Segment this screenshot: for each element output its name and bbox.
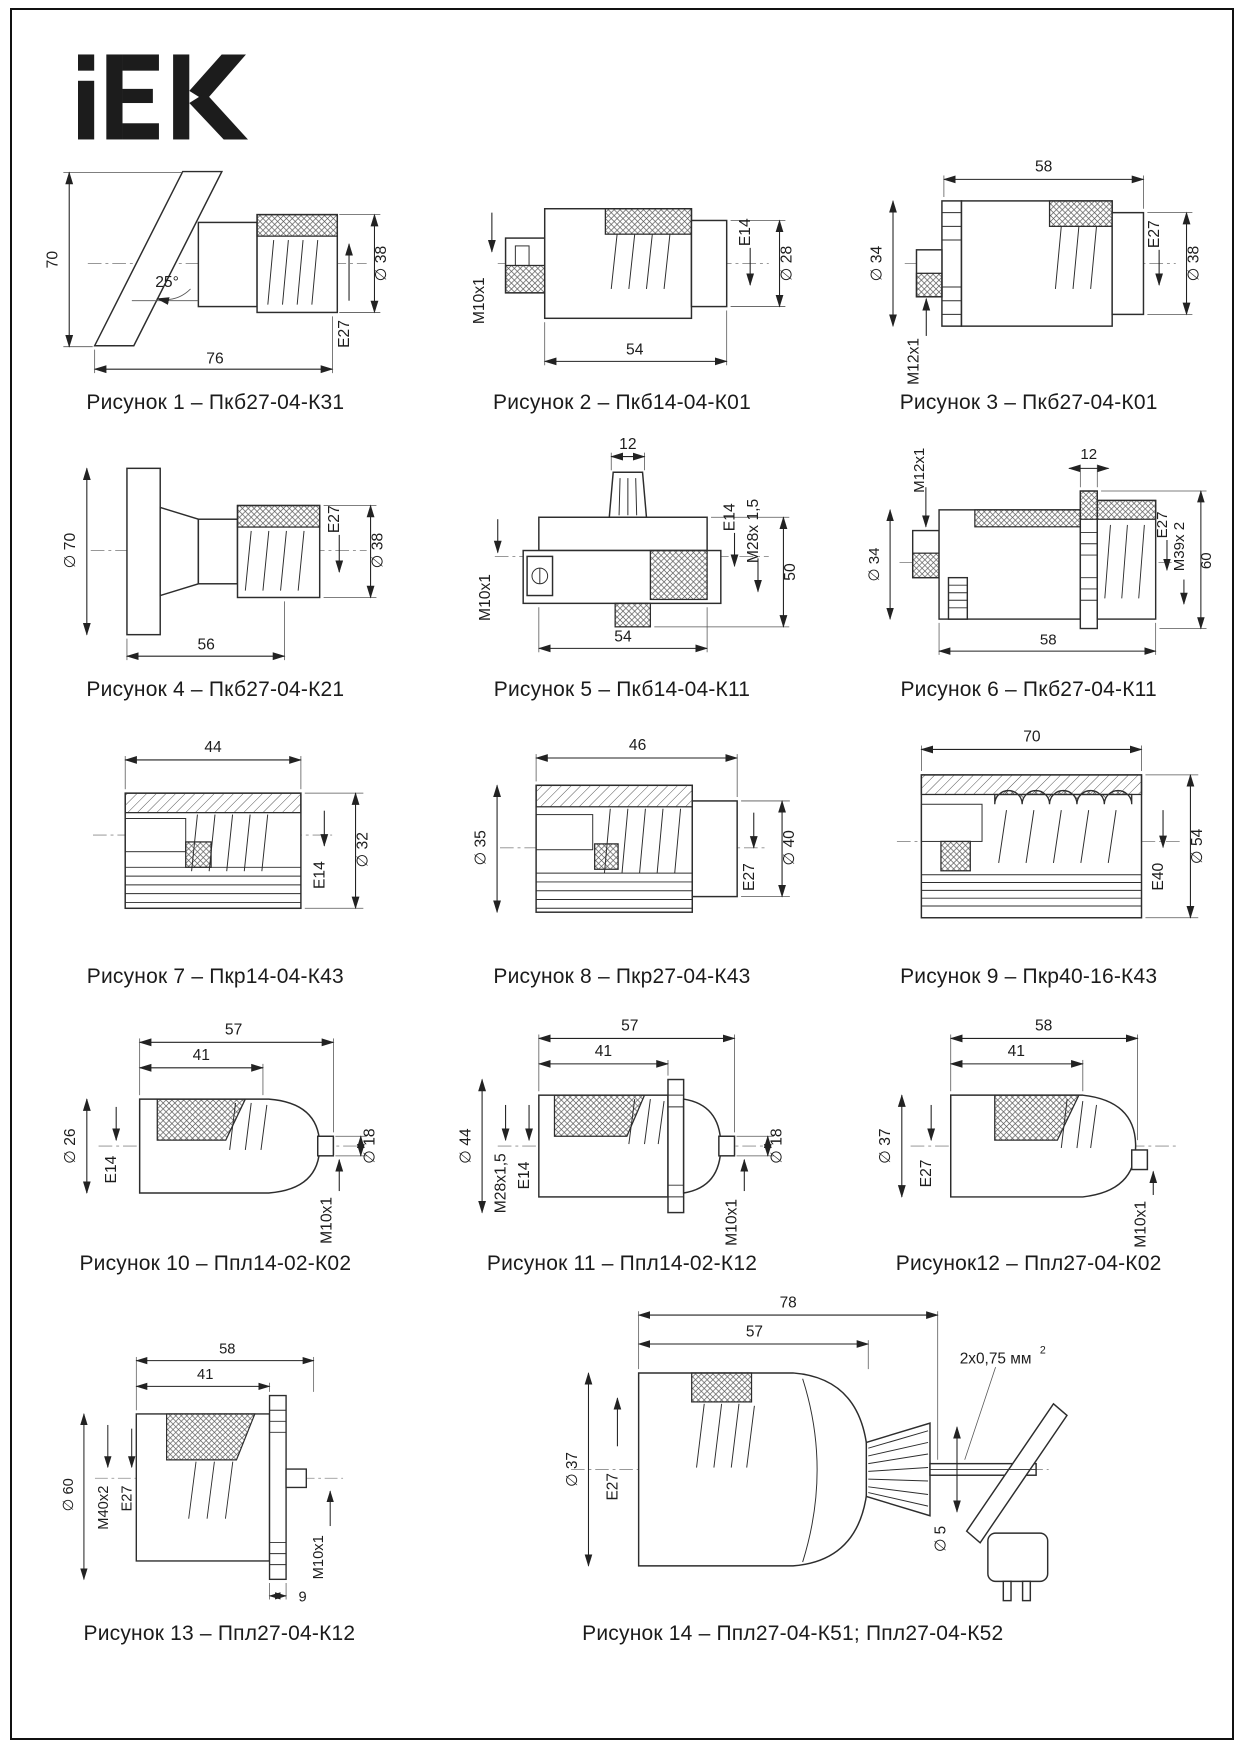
iek-logo-glyphs [78,54,248,139]
dim-mount-thread: M10x1 [318,1196,336,1244]
figure-1-caption: Рисунок 1 – Пкб27-04-К31 [86,391,345,414]
figure-6 [843,438,1215,716]
figure-4 [34,429,396,716]
page-header [12,10,1232,142]
figure-13 [49,1333,389,1660]
figure-4-drawing [34,429,396,674]
dim-width: 56 [197,636,216,654]
dim-thread: E27 [604,1473,622,1501]
dim-width2: 41 [197,1367,214,1384]
dim-width: 58 [1034,158,1053,176]
dim-thread: E14 [721,503,739,532]
dim-mount-thread: M12x1 [905,337,923,385]
dim-body-diameter: ∅ 26 [62,1128,80,1164]
dim-body-diameter: ∅ 34 [867,245,885,282]
figure-7-caption: Рисунок 7 – Пкр14-04-К43 [86,965,344,988]
drawing-geometry [84,1357,343,1600]
cord-spec-superscript: 2 [1039,1344,1046,1357]
dim-diameter: ∅ 28 [778,245,796,282]
dim-mount-thread: M10x1 [311,1535,328,1580]
dim-mount-thread: M10x1 [723,1198,741,1246]
dim-width: 76 [206,350,225,368]
dim-thread: E27 [917,1159,935,1188]
dim-width2: 41 [1007,1043,1025,1061]
dim-diameter: ∅ 54 [1188,828,1206,865]
dim-width2: 41 [192,1046,211,1064]
dim-thread2: M28x1,5 [492,1153,510,1214]
figures-row-1 [12,142,1232,429]
drawing-geometry [897,746,1198,918]
dim-angle: 25° [155,274,180,292]
dim-width2: 41 [594,1043,613,1061]
dim-top-width: 12 [619,435,637,453]
dim-flange-diameter: ∅ 70 [62,532,80,569]
dim-thread: E40 [1149,862,1167,891]
dim-width: 46 [628,737,647,755]
figure-8-drawing [446,717,798,961]
drawing-geometry [87,1038,367,1193]
dim-width: 57 [621,1017,639,1035]
dim-height: 70 [44,250,62,269]
figure-2 [441,142,803,429]
dim-mount-thread: M12x1 [910,447,928,493]
figure-12-caption: Рисунок12 – Ппл27-04-К02 [895,1252,1162,1275]
dim-thread: E14 [516,1161,534,1190]
figure-10-drawing [34,1003,396,1248]
dim-thread: E27 [740,863,758,891]
dim-body-diameter: ∅ 37 [876,1128,894,1164]
figure-11 [441,1003,803,1290]
drawing-geometry [87,468,377,660]
dim-width2: 57 [745,1323,763,1341]
dim-offset: 9 [298,1589,308,1606]
dim-width: 57 [225,1021,243,1039]
dim-body-diameter: ∅ 37 [563,1451,581,1487]
dim-body-diameter: ∅ 35 [472,830,490,866]
figure-9-drawing [848,716,1210,961]
dim-thread2: M28x 1,5 [744,498,762,564]
dim-width: 54 [614,628,632,646]
figure-1 [34,142,396,429]
dim-diameter: ∅ 32 [354,832,372,868]
dim-width: 58 [1034,1017,1053,1035]
iek-logo [78,54,250,146]
figure-12-drawing [848,1003,1210,1248]
dim-width: 58 [1039,631,1057,649]
dim-thread: E27 [120,1485,137,1512]
figure-11-drawing [441,1003,803,1248]
figure-5 [441,429,803,716]
figure-14-drawing [513,1290,1073,1618]
figure-8 [446,717,798,1003]
dim-thread: E14 [311,861,329,890]
dim-thread: E14 [103,1155,121,1184]
figure-2-drawing [441,142,803,387]
figure-7-drawing [39,717,391,961]
figure-10-caption: Рисунок 10 – Ппл14-02-К02 [79,1252,352,1275]
dim-height: 50 [782,563,800,581]
figure-8-caption: Рисунок 8 – Пкр27-04-К43 [493,965,751,988]
dim-width: 70 [1022,728,1041,746]
dim-top-width: 12 [1080,445,1097,463]
figure-3-caption: Рисунок 3 – Пкб27-04-К01 [899,391,1158,414]
dim-width: 44 [204,739,223,757]
figure-6-caption: Рисунок 6 – Пкб27-04-К11 [900,678,1157,701]
figures-row-2 [12,429,1232,716]
dim-thread: E27 [336,320,354,348]
drawing-geometry [893,175,1192,335]
figures-row-5 [12,1290,1232,1660]
figure-3 [848,142,1210,429]
figure-9 [848,716,1210,1003]
dim-height: 60 [1197,552,1215,570]
dim-body-diameter: ∅ 60 [61,1478,78,1512]
dim-mount-thread: M10x1 [476,574,494,621]
figure-4-caption: Рисунок 4 – Пкб27-04-К21 [86,678,345,701]
dim-diameter: ∅ 38 [373,245,391,282]
dim-cord-diameter: ∅ 5 [932,1525,950,1553]
dim-diameter: ∅ 38 [1184,245,1202,282]
drawing-geometry [890,465,1206,655]
figure-12 [848,1003,1210,1290]
figure-3-drawing [848,142,1210,387]
figure-7 [39,717,391,1003]
figure-14-caption: Рисунок 14 – Ппл27-04-К51; Ппл27-04-К52 [582,1622,1004,1645]
figure-11-caption: Рисунок 11 – Ппл14-02-К12 [486,1252,758,1275]
drawing-geometry [64,172,381,374]
figure-6-drawing [843,438,1215,674]
dim-width: 78 [779,1294,797,1312]
dim-thread2: M40x2 [96,1485,113,1530]
dim-width: 58 [219,1341,236,1358]
figure-14 [513,1290,1073,1660]
dim-thread: E27 [1145,220,1163,249]
drawing-geometry [901,1035,1176,1197]
figure-13-drawing [49,1333,389,1618]
cord-spec-label: 2x0,75 мм [959,1350,1032,1368]
document-page [10,8,1234,1740]
figure-5-drawing [441,429,803,674]
figure-10 [34,1003,396,1290]
dim-thread: E27 [326,505,344,534]
dim-body-diameter: ∅ 44 [457,1128,475,1164]
dim-diameter: ∅ 40 [780,830,798,866]
dim-exit-diameter: ∅ 18 [768,1128,786,1164]
figure-13-caption: Рисунок 13 – Ппл27-04-К12 [83,1622,356,1645]
dim-exit-diameter: ∅ 18 [361,1128,379,1164]
figure-5-caption: Рисунок 5 – Пкб14-04-К11 [493,678,751,701]
dim-thread: E14 [737,218,755,247]
dim-mount-thread: M10x1 [1132,1200,1150,1248]
dim-thread: E27 [1153,511,1171,539]
figure-9-caption: Рисунок 9 – Пкр40-16-К43 [900,965,1158,988]
figures-row-3 [12,716,1232,1003]
dim-diameter: ∅ 38 [369,532,387,569]
dim-body-diameter: ∅ 34 [865,547,883,582]
dim-mount-thread: M10x1 [471,277,489,325]
dim-width: 54 [626,341,644,359]
dim-thread2: M39x 2 [1170,521,1188,572]
figures-row-4 [12,1003,1232,1290]
figure-1-drawing [34,142,396,387]
figure-2-caption: Рисунок 2 – Пкб14-04-К01 [493,391,751,414]
